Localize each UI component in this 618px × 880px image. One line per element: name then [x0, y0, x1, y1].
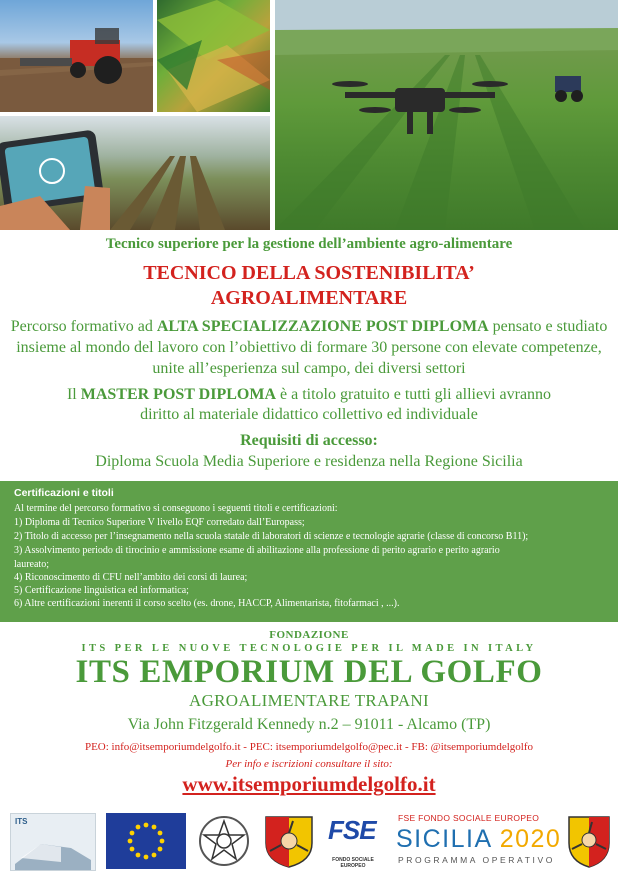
cert-line: 1) Diploma di Tecnico Superiore V livello EQF corredato dall’Europass;: [14, 517, 305, 528]
address: Via John Fitzgerald Kennedy n.2 – 91011 - Alcamo (TP): [127, 716, 491, 733]
master-text: Il: [66, 386, 81, 403]
sicilia-logo-sub: PROGRAMMA OPERATIVO: [398, 855, 555, 865]
sicilia-logo-name: [396, 825, 561, 854]
satellite-field-photo: [157, 0, 270, 112]
description-text: Percorso formativo ad: [10, 318, 157, 335]
subtitle: Tecnico superiore per la gestione dell’ambiente agro-alimentare: [105, 236, 513, 252]
cert-line: 6) Altre certificazioni inerenti il corso scelto (es. drone, HACCP, Alimentarista, fitofarmaci , ...).: [14, 598, 400, 609]
master-line-1: [0, 386, 618, 404]
its-building-logo: [10, 813, 96, 871]
tractor-photo: [0, 0, 153, 112]
cert-line: laureato;: [14, 559, 49, 570]
sicilia-logo-year: 2020: [499, 825, 562, 853]
sicilia-2020-logo: [394, 813, 560, 869]
info-note: Per info e iscrizioni consultare il sito:: [225, 758, 393, 770]
master-line-2: diritto al materiale didattico collettivo ed individuale: [140, 406, 478, 423]
requisiti-heading: Requisiti di accesso:: [240, 432, 378, 449]
description-text: pensato e studiato: [488, 318, 608, 335]
its-tagline: ITS PER LE NUOVE TECNOLOGIE PER IL MADE IN ITALY: [81, 643, 537, 654]
title-line-2: AGROALIMENTARE: [210, 287, 408, 309]
tablet-vineyard-photo: [0, 116, 270, 230]
sicily-trinacria-shield-icon: [566, 813, 612, 869]
fse-logo: [322, 813, 384, 869]
description-line-3: unite all’esperienza sul campo, dei diversi settori: [152, 360, 466, 377]
organization-name: ITS EMPORIUM DEL GOLFO: [75, 654, 543, 690]
master-text: è a titolo gratuito e tutti gli allievi avranno: [276, 386, 552, 403]
sicilia-logo-top: FSE FONDO SOCIALE EUROPEO: [398, 813, 540, 823]
cert-line: 5) Certificazione linguistica ed informatica;: [14, 585, 189, 596]
sicilia-logo-word: SICILIA: [396, 825, 492, 853]
description-line-2: insieme al mondo del lavoro con l’obiettivo di formare 30 persone con elevate competenze,: [16, 339, 602, 356]
requisiti-text: Diploma Scuola Media Superiore e residenza nella Regione Sicilia: [95, 453, 523, 470]
master-highlight: MASTER POST DIPLOMA: [80, 386, 276, 403]
certificazioni-title: Certificazioni e titoli: [14, 487, 114, 499]
cert-line: 3) Assolvimento periodo di tirocinio e ammissione esame di abilitazione alla professione di perito agrario e perito agrario: [14, 545, 500, 556]
description-highlight: ALTA SPECIALIZZAZIONE POST DIPLOMA: [156, 318, 489, 335]
description-line-1: [0, 318, 618, 336]
cert-line: 2) Titolo di accesso per l’insegnamento nella scuola statale di laboratori di scienze e tecnologie agrarie (classe di concorso B11);: [14, 531, 529, 542]
cert-line: 4) Riconoscimento di CFU nell’ambito dei corsi di laurea;: [14, 572, 248, 583]
title-line-1: TECNICO DELLA SOSTENIBILITA’: [143, 262, 475, 284]
its-logo-text: ITS: [15, 817, 28, 826]
drone-field-photo: [275, 0, 618, 230]
fse-logo-mark: FSE: [328, 815, 376, 845]
cert-line: Al termine del percorso formativo si conseguono i seguenti titoli e certificazioni:: [14, 503, 338, 514]
website-link[interactable]: www.itsemporiumdelgolfo.it: [182, 772, 436, 796]
sicily-region-shield-icon: [262, 813, 316, 869]
organization-sector: AGROALIMENTARE TRAPANI: [189, 691, 429, 710]
italian-republic-emblem-icon: [196, 813, 252, 869]
contacts: PEO: info@itsemporiumdelgolfo.it - PEC: itsemporiumdelgolfo@pec.it - FB: @itsemporiumdelgolfo: [84, 741, 534, 753]
fondazione-label: FONDAZIONE: [269, 629, 349, 641]
fse-logo-caption: FONDO SOCIALE EUROPEO: [332, 857, 374, 869]
eu-flag-icon: [106, 813, 186, 869]
